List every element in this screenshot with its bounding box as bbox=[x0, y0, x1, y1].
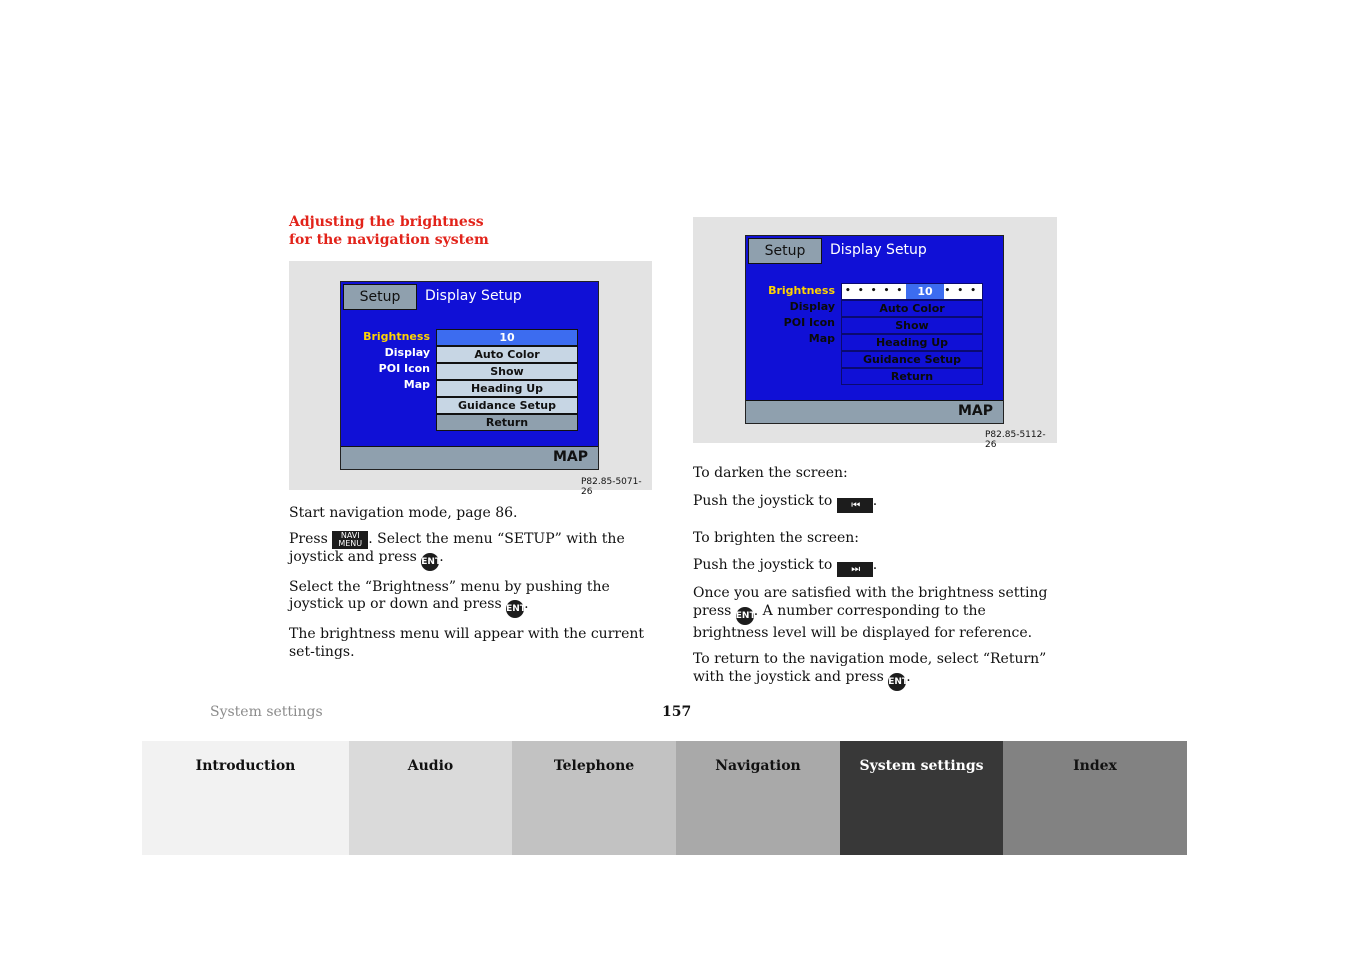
figure-reference: P82.85-5112-26 bbox=[985, 430, 1046, 450]
display-setup-screen bbox=[340, 281, 599, 470]
page-number: 157 bbox=[662, 704, 692, 720]
tab-system-settings[interactable]: System settings bbox=[840, 741, 1003, 855]
text: . bbox=[524, 596, 529, 612]
text: Select the “Brightness” menu by pushing the joystick up or down and press bbox=[289, 578, 610, 612]
menu-auto-color: Auto Color bbox=[841, 300, 983, 317]
screen-title: Display Setup bbox=[425, 288, 522, 304]
setup-tab: Setup bbox=[343, 284, 417, 310]
menu-heading-up: Heading Up bbox=[841, 334, 983, 351]
setting-labels bbox=[746, 283, 835, 347]
setting-labels bbox=[341, 329, 430, 393]
label-display: Display bbox=[384, 346, 430, 359]
heading-line-2: for the navigation system bbox=[289, 232, 489, 248]
navi-menu-button-icon bbox=[332, 531, 368, 549]
instruction-confirm bbox=[693, 585, 1061, 642]
menu-auto-color: Auto Color bbox=[436, 346, 578, 363]
menu-return: Return bbox=[436, 414, 578, 431]
label-map: Map bbox=[403, 378, 430, 391]
icon-text: MENU bbox=[338, 538, 363, 548]
text: Push the joystick to bbox=[693, 557, 833, 573]
right-instructions bbox=[693, 465, 1061, 691]
menu-show: Show bbox=[841, 317, 983, 334]
section-heading bbox=[289, 213, 489, 249]
text: . Select the menu “SETUP” with the joystick and press bbox=[289, 530, 625, 565]
fast-forward-icon: ⏭ bbox=[837, 562, 873, 577]
text: . bbox=[906, 668, 911, 685]
tab-audio[interactable]: Audio bbox=[349, 741, 512, 855]
menu-guidance-setup: Guidance Setup bbox=[436, 397, 578, 414]
screen-title: Display Setup bbox=[830, 242, 927, 258]
heading-line-1: Adjusting the brightness bbox=[289, 214, 484, 230]
instruction-start: Start navigation mode, page 86. bbox=[289, 505, 518, 521]
tab-index[interactable]: Index bbox=[1003, 741, 1187, 855]
display-setup-screen bbox=[745, 235, 1004, 424]
rewind-icon: ⏮ bbox=[837, 498, 873, 513]
figure-reference: P82.85-5071-26 bbox=[581, 477, 642, 497]
text: Press bbox=[289, 530, 328, 547]
menu-guidance-setup: Guidance Setup bbox=[841, 351, 983, 368]
instruction-darken-heading: To darken the screen: bbox=[693, 465, 848, 481]
ent-button-icon: ENT bbox=[888, 673, 906, 691]
ent-button-icon: ENT bbox=[506, 600, 524, 618]
setup-menu bbox=[841, 283, 983, 385]
tab-introduction[interactable]: Introduction bbox=[142, 741, 349, 855]
menu-heading-up: Heading Up bbox=[436, 380, 578, 397]
tab-navigation[interactable]: Navigation bbox=[676, 741, 840, 855]
instruction-select-brightness bbox=[289, 579, 657, 619]
instruction-darken bbox=[693, 493, 1061, 513]
setup-tab: Setup bbox=[748, 238, 822, 264]
text: Once you are satisfied with the brightness setting press bbox=[693, 585, 1048, 619]
menu-brightness-value: 10 bbox=[436, 329, 578, 346]
setup-menu bbox=[436, 329, 578, 431]
text: Push the joystick to bbox=[693, 492, 833, 509]
label-map: Map bbox=[808, 332, 835, 345]
instruction-press-navi bbox=[289, 531, 657, 571]
ent-button-icon: ENT bbox=[736, 607, 754, 625]
map-label: MAP bbox=[552, 449, 588, 465]
label-brightness: Brightness bbox=[768, 284, 835, 297]
label-display: Display bbox=[789, 300, 835, 313]
footer-section-name: System settings bbox=[210, 704, 323, 720]
instruction-brighten bbox=[693, 557, 1061, 577]
label-poi-icon: POI Icon bbox=[783, 316, 835, 329]
text: . bbox=[439, 548, 444, 565]
text: To return to the navigation mode, select “Return” with the joystick and press bbox=[693, 651, 1047, 685]
brightness-value: 10 bbox=[906, 284, 944, 299]
text: . bbox=[872, 557, 878, 573]
brightness-slider: • • • • • 10 • • • bbox=[841, 283, 983, 300]
ent-button-icon: ENT bbox=[421, 553, 439, 571]
instruction-menu-appears: The brightness menu will appear with the current set-tings. bbox=[289, 626, 645, 660]
status-bar bbox=[341, 446, 598, 469]
instruction-return bbox=[693, 651, 1061, 691]
text: . bbox=[872, 492, 878, 509]
menu-return: Return bbox=[841, 368, 983, 385]
label-brightness: Brightness bbox=[363, 330, 430, 343]
text: . A number corresponding to the brightness level will be displayed for reference. bbox=[693, 602, 1033, 641]
screenshot-right bbox=[693, 217, 1057, 450]
instruction-brighten-heading: To brighten the screen: bbox=[693, 529, 860, 546]
icon-text: NAVI bbox=[340, 530, 360, 540]
map-label: MAP bbox=[957, 403, 993, 419]
label-poi-icon: POI Icon bbox=[378, 362, 430, 375]
tab-telephone[interactable]: Telephone bbox=[512, 741, 676, 855]
left-instructions bbox=[289, 505, 657, 661]
chapter-tabs bbox=[142, 741, 1187, 855]
menu-show: Show bbox=[436, 363, 578, 380]
status-bar bbox=[746, 400, 1003, 423]
screenshot-left bbox=[289, 261, 652, 497]
